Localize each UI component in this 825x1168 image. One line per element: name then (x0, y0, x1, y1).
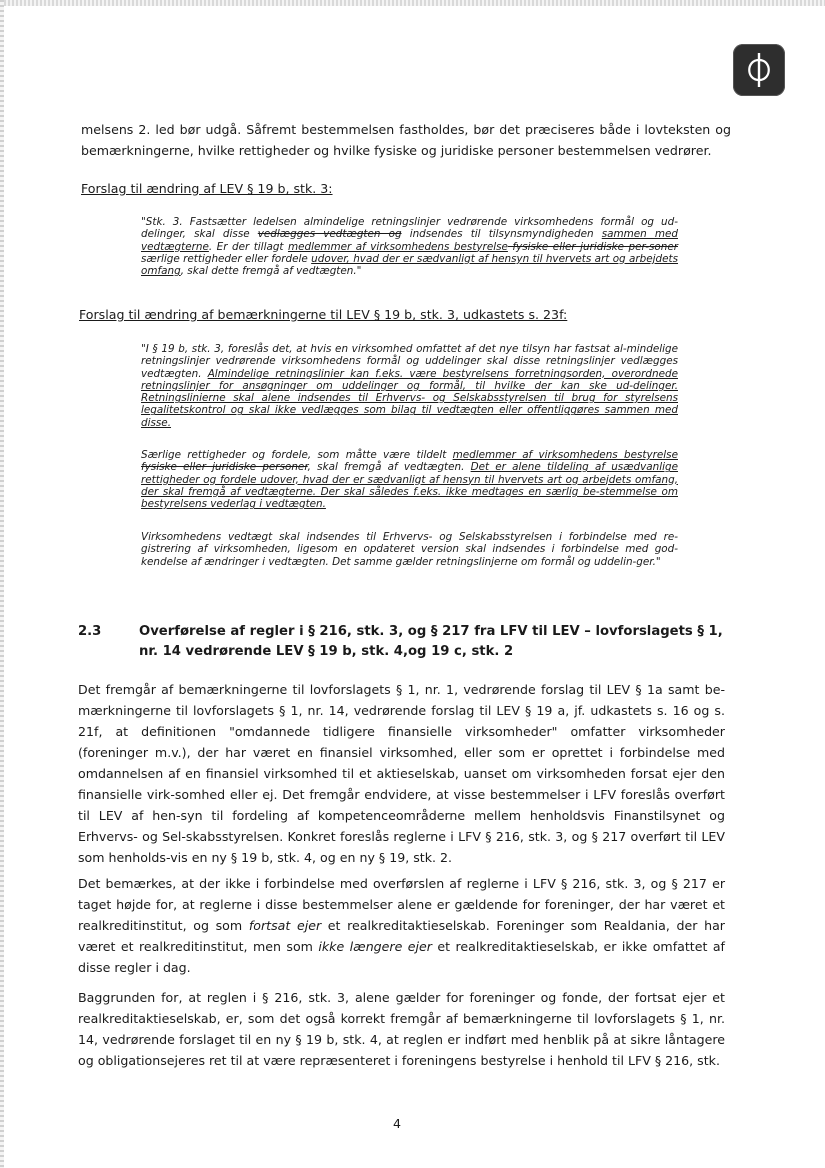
proposal-quote-stk3: "Stk. 3. Fastsætter ledelsen almindelige retningslinjer vedrørende virksomhedens formål og ud-delinger, skal disse vedlægges vedtægten og indsendes til tilsynsmyndigheden sammen med vedtægterne. Er der tillagt medlemmer af virksomhedens bestyrelse fysiske eller juridiske per-soner særlige rettigheder eller fordele udover, hvad der er sædvanligt af hensyn til hvervets art og arbejdets omfang, skal dette fremgå af vedtægten." (141, 216, 679, 278)
scan-edge-left (0, 0, 4, 1168)
phi-logo-icon (733, 44, 785, 96)
section-number: 2.3 (78, 624, 102, 639)
body-paragraph-1: Det fremgår af bemærkningerne til lovforslagets § 1, nr. 1, vedrørende forslag til LEV § 1a samt be-mærkningerne til lovforslagets § 1, nr. 14, vedrørende forslag til LEV § 19 a, jf. udkastets s. 16 og s. 21f, at definitionen "omdannede tidligere finansielle virksomheder" omfatter virksomheder (foreninger m.v.), der har været en finansiel virksomhed, eller som er oprettet i forbindelse med omdannelsen af en finansiel virksomhed til et aktieselskab, uanset om virksomheden forsat ejer den finansielle virk-somhed eller ej. Det fremgår endvidere, at visse bestemmelser i LFV foreslås overført til LEV af hen-syn til fordeling af kompetenceområderne mellem henholdsvis Finanstilsynet og Erhvervs- og Sel-skabsstyrelsen. Konkret foreslås reglerne i LFV § 216, stk. 3, og § 217 overført til LEV som henholds-vis en ny § 19 b, stk. 4, og en ny § 19, stk. 2. (78, 682, 725, 865)
body-paragraph-2: Det bemærkes, at der ikke i forbindelse med overførslen af reglerne i LFV § 216, stk. 3, og § 217 er taget højde for, at reglerne i disse bestemmelser alene er gældende for foreninger, der har været et realkreditinstitut, og som fortsat ejer et realkreditaktieselskab. Foreninger som Realdania, der har været et realkreditinstitut, men som ikke længere ejer et realkreditaktieselskab, er ikke omfattet af disse regler i dag. (78, 876, 725, 975)
body-paragraph-3: Baggrunden for, at reglen i § 216, stk. 3, alene gælder for foreninger og fonde, der fortsat ejer et realkreditaktieselskab, er, som det også korrekt fremgår af bemærkningerne til lovforslagets § 1, nr. 14, vedrørende forslaget til en ny § 19 b, stk. 4, at reglen er indført med henblik på at sikre låntagere og obligationsejeres ret til at være repræsenteret i foreningens bestyrelse i henhold til LFV § 216, stk. (78, 990, 725, 1068)
proposal-heading-remarks: Forslag til ændring af bemærkningerne til LEV § 19 b, stk. 3, udkastets s. 23f: (79, 307, 568, 322)
remarks-quote-part1: "I § 19 b, stk. 3, foreslås det, at hvis en virksomhed omfattet af det nye tilsyn har fastsat al-mindelige retningslinjer vedrørende virksomhedens formål og uddelinger skal disse retningslinjer vedlægges vedtægten. Almindelige retningslinier kan f.eks. være bestyrelsens forretningsorden, overordnede retningslinjer for ansøgninger om uddelinger og formål, til hvilke der kan ske ud-delinger. Retningslinierne skal alene indsendes til Erhvervs- og Selskabsstyrelsen til brug for styrelsens legalitetskontrol og skal ikke vedlægges som bilag til vedtægten eller offentliggøres sammen med disse. (141, 343, 678, 429)
intro-paragraph: melsens 2. led bør udgå. Såfremt bestemmelsen fastholdes, bør det præciseres både i lovteksten og bemærkningerne, hvilke rettigheder og hvilke fysiske og juridiske personer bestemmelsen vedrører. (81, 122, 731, 158)
remarks-quote-part2: Særlige rettigheder og fordele, som måtte være tildelt medlemmer af virksomhedens bestyrelse fysiske eller juridiske personer, skal fremgå af vedtægten. Det er alene tildeling af usædvanlige rettigheder og fordele udover, hvad der er sædvanligt af hensyn til hvervets art og arbejdets omfang, der skal fremgå af vedtægterne. Der skal således f.eks. ikke medtages en særlig be-stemmelse om bestyrelsens vederlag i vedtægten. (141, 449, 679, 511)
section-title: Overførelse af regler i § 216, stk. 3, og § 217 fra LFV til LEV – lovforslagets § 1, nr. 14 vedrørende LEV § 19 b, stk. 4,og 19 c, stk. 2 (139, 624, 723, 659)
proposal-heading-lev-19b: Forslag til ændring af LEV § 19 b, stk. 3: (81, 181, 333, 196)
page-number: 4 (393, 1116, 402, 1131)
scan-edge-top (0, 0, 825, 6)
remarks-quote-part3: Virksomhedens vedtægt skal indsendes til Erhvervs- og Selskabsstyrelsen i forbindelse med re-gistrering af virksomheden, ligesom en opdateret version skal indsendes i forbindelse med god-kendelse af ændringer i vedtægten. Det samme gælder retningslinjerne om formål og uddelin-ger." (141, 531, 678, 568)
